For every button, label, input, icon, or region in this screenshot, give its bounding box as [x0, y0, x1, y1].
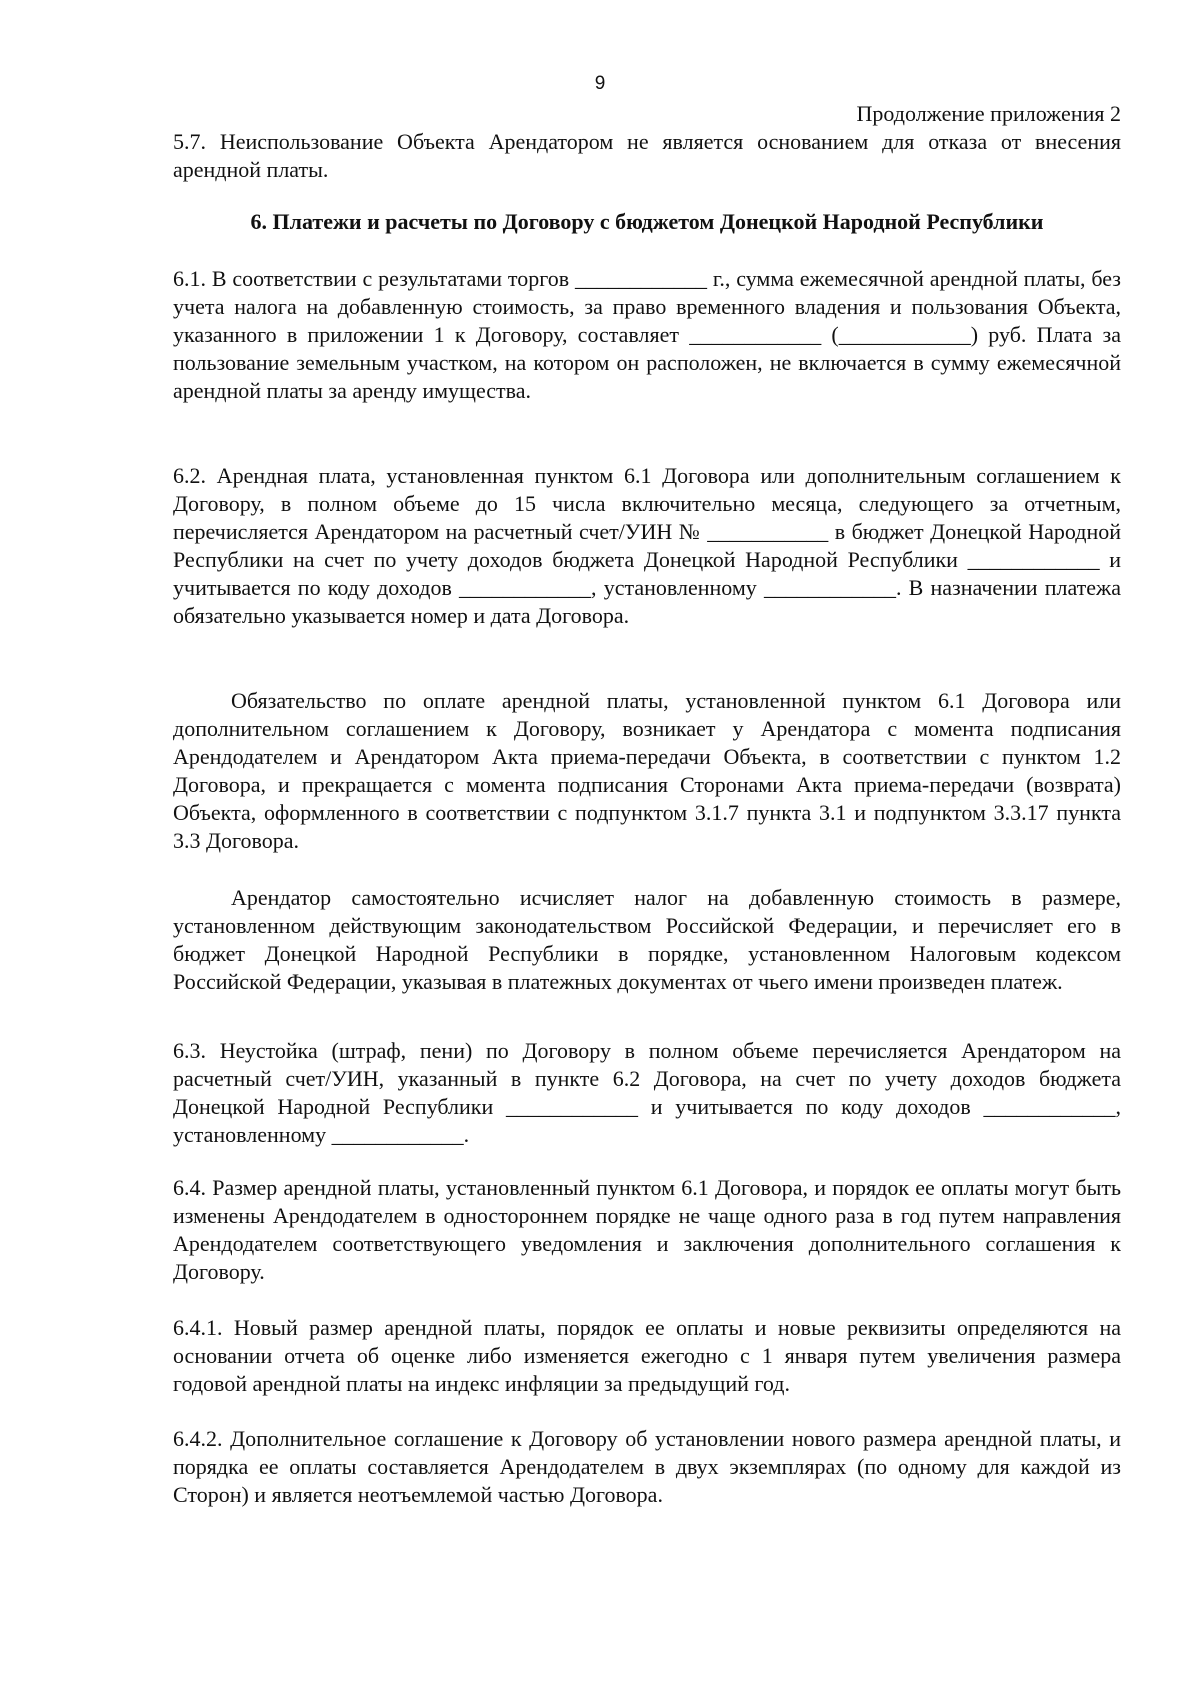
- paragraph-6-3: 6.3. Неустойка (штраф, пени) по Договору в полном объеме перечисляется Арендатором на расчетный счет/УИН, указанный в пункте 6.2 Договора, на счет по учету доходов бюджета Донецкой Народной Республики ____________ и учитывается по коду доходов ____________, установленному ____________.: [173, 1038, 1121, 1147]
- section-6-heading: 6. Платежи и расчеты по Договору с бюджетом Донецкой Народной Республики: [250, 209, 1044, 234]
- paragraph-6-4: 6.4. Размер арендной платы, установленный пунктом 6.1 Договора, и порядок ее оплаты могут быть изменены Арендодателем в одностороннем порядке не чаще одного раза в год путем направления Арендодателем соответствующего уведомления и заключения дополнительного соглашения к Договору.: [173, 1175, 1121, 1284]
- paragraph-5-7: 5.7. Неиспользование Объекта Арендатором не является основанием для отказа от внесения арендной платы.: [173, 129, 1121, 182]
- paragraph-6-2-obligation: Обязательство по оплате арендной платы, установленной пунктом 6.1 Договора или дополнительном соглашением к Договору, возникает у Арендатора с момента подписания Арендодателем и Арендатором Акта приема-передачи Объекта, в соответствии с пунктом 1.2 Договора, и прекращается с момента подписания Сторонами Акта приема-передачи (возврата) Объекта, оформленного в соответствии с подпунктом 3.1.7 пункта 3.1 и подпунктом 3.3.17 пункта 3.3 Договора.: [173, 688, 1121, 853]
- paragraph-6-4-1: 6.4.1. Новый размер арендной платы, порядок ее оплаты и новые реквизиты определяются на основании отчета об оценке либо изменяется ежегодно с 1 января путем увеличения размера годовой арендной платы на индекс инфляции за предыдущий год.: [173, 1315, 1121, 1396]
- paragraph-6-4-2: 6.4.2. Дополнительное соглашение к Договору об установлении нового размера арендной платы, и порядка ее оплаты составляется Арендодателем в двух экземплярах (по одному для каждой из Сторон) и является неотъемлемой частью Договора.: [173, 1426, 1121, 1507]
- paragraph-6-2-vat: Арендатор самостоятельно исчисляет налог на добавленную стоимость в размере, установленном действующим законодательством Российской Федерации, и перечисляет его в бюджет Донецкой Народной Республики в порядке, установленном Налоговым кодексом Российской Федерации, указывая в платежных документах от чьего имени произведен платеж.: [173, 885, 1121, 994]
- paragraph-6-1: 6.1. В соответствии с результатами торгов ____________ г., сумма ежемесячной арендной платы, без учета налога на добавленную стоимость, за право временного владения и пользования Объекта, указанного в приложении 1 к Договору, составляет ____________ (____________) руб. Плата за пользование земельным участком, на котором он расположен, не включается в сумму ежемесячной арендной платы за аренду имущества.: [173, 266, 1121, 403]
- page-number: 9: [594, 73, 606, 94]
- paragraph-6-2: 6.2. Арендная плата, установленная пунктом 6.1 Договора или дополнительным соглашением к Договору, в полном объеме до 15 числа включительно месяца, следующего за отчетным, перечисляется Арендатором на расчетный счет/УИН № ___________ в бюджет Донецкой Народной Республики на счет по учету доходов бюджета Донецкой Народной Республики ____________ и учитывается по коду доходов ____________, установленному ____________. В назначении платежа обязательно указывается номер и дата Договора.: [173, 463, 1121, 628]
- appendix-label: Продолжение приложения 2: [856, 101, 1121, 126]
